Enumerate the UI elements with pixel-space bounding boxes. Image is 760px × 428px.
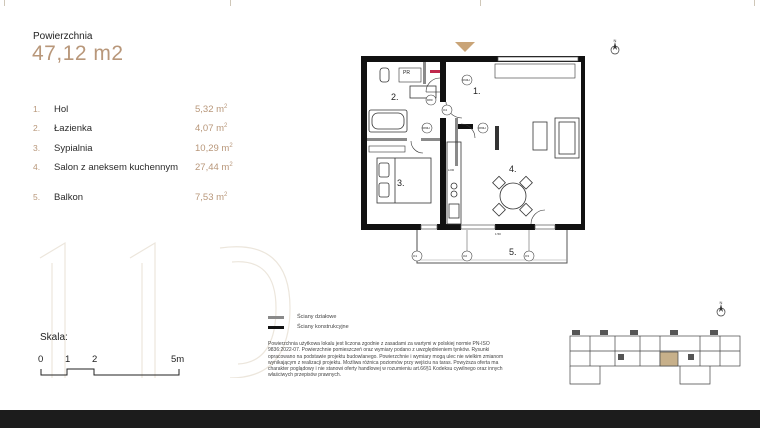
legend-structural-swatch — [268, 326, 284, 329]
hall-wardrobe — [495, 64, 575, 78]
legal-notes: Powierzchnia użytkowa lokalu jest liczona zgodnie z zasadami za wartymi w polskiej normie PN-ISO 9836:2022-07. Powierzchnie pomieszczeń oraz wymiary podano z uwzględnieniem tynków. Rysunki opracowano na podstawie projektu budowlanego. Powierzchnie i wymiary mogą ulec nie wielkim zmianom wynikającym z realizacji projektu. Możliwa różnica poziomów przy wejściu na taras. Powyższa oferta ma charakter poglądowy i nie stanowi oferty handlowej w rozumieniu art.66§1 Kodeksu cywilnego oraz innych właściwych przepisów prawnych. — [268, 341, 504, 379]
top-border-tick — [480, 0, 481, 6]
kitchen-counter — [447, 142, 461, 224]
building-key-plan — [560, 322, 750, 392]
room-area: 4,07 $m^2$ — [195, 123, 228, 135]
scale-tick-label: 1 — [65, 354, 71, 365]
legend-partition-label: Ściany działowe — [297, 314, 337, 320]
top-border-tick — [230, 0, 231, 6]
room-row-sypialnia — [33, 143, 233, 157]
door-tag: D80H — [422, 126, 430, 130]
plan-label-room-1: 1. — [473, 86, 481, 96]
tv-unit — [495, 126, 499, 150]
window-tag: O1 — [413, 254, 418, 258]
door-tag: D80 — [427, 98, 433, 102]
room-number: 5. — [33, 192, 41, 202]
room-number: 4. — [33, 162, 41, 172]
room-area: 10,29 $m^2$ — [195, 143, 233, 155]
room-area: 5,32 $m^2$ — [195, 104, 228, 116]
plan-label-room-3: 3. — [397, 178, 405, 188]
scale-tick-label: 2 — [92, 354, 98, 365]
keyplan-apartment-highlight — [660, 352, 678, 366]
room-number: 1. — [33, 104, 41, 114]
wardrobe — [369, 146, 405, 152]
top-border-tick — [4, 0, 5, 6]
top-border-tick — [754, 0, 755, 6]
riser-marker — [430, 70, 440, 73]
legend-structural-label: Ściany konstrukcyjne — [297, 324, 349, 330]
balcony-outline — [417, 226, 567, 263]
fridge-label: LOD — [448, 168, 455, 172]
window-tag: O2 — [463, 254, 468, 258]
north-label: N — [613, 38, 617, 43]
door-tag: D90H — [462, 78, 470, 82]
north-label: N — [719, 300, 723, 305]
top-border — [0, 0, 760, 6]
north-arrow-icon — [606, 38, 624, 58]
window-tag: O4 — [443, 108, 448, 112]
dining-table — [493, 176, 533, 216]
room-row-lazienka — [33, 123, 233, 137]
scale-label: Skala: — [40, 332, 68, 343]
decorative-building-number — [10, 238, 310, 378]
room-row-hol — [33, 104, 233, 118]
keyplan-north-arrow-icon — [712, 300, 730, 320]
legend-partition-swatch — [268, 316, 284, 319]
window-tag: O3 — [525, 254, 530, 258]
plan-label-room-5: 5. — [509, 247, 517, 257]
scale-tick-label: 5m — [171, 354, 185, 365]
room-area: 7,53 $m^2$ — [195, 192, 228, 204]
room-name: Balkon — [54, 192, 84, 203]
room-number: 2. — [33, 123, 41, 133]
room-row-balkon — [33, 192, 233, 206]
footer-bar — [0, 410, 760, 428]
plan-label-room-2: 2. — [391, 92, 399, 102]
plan-label-pr: PR — [403, 70, 410, 76]
scale-tick-label: 0 — [38, 354, 44, 365]
entrance-marker — [455, 42, 475, 52]
plan-label-room-4: 4. — [509, 164, 517, 174]
room-name: Łazienka — [54, 123, 93, 134]
door-tag: D80H — [478, 126, 486, 130]
structural-walls — [361, 56, 585, 230]
total-area-value: 47,12 m2 — [32, 42, 124, 65]
room-name: Salon z aneksem kuchennym — [54, 162, 179, 173]
room-name: Sypialnia — [54, 143, 93, 154]
plan-scale-mark: 1:50 — [495, 232, 501, 236]
room-area: 27,44 $m^2$ — [195, 162, 233, 174]
scale-bar — [40, 368, 180, 376]
floor-plan — [355, 38, 585, 268]
room-name: Hol — [54, 104, 69, 115]
floor-plan-drawing — [355, 38, 585, 268]
area-title: Powierzchnia — [33, 31, 93, 42]
sofa — [555, 118, 579, 158]
room-row-salon — [33, 162, 233, 176]
coffee-table — [533, 122, 547, 150]
room-number: 3. — [33, 143, 41, 153]
